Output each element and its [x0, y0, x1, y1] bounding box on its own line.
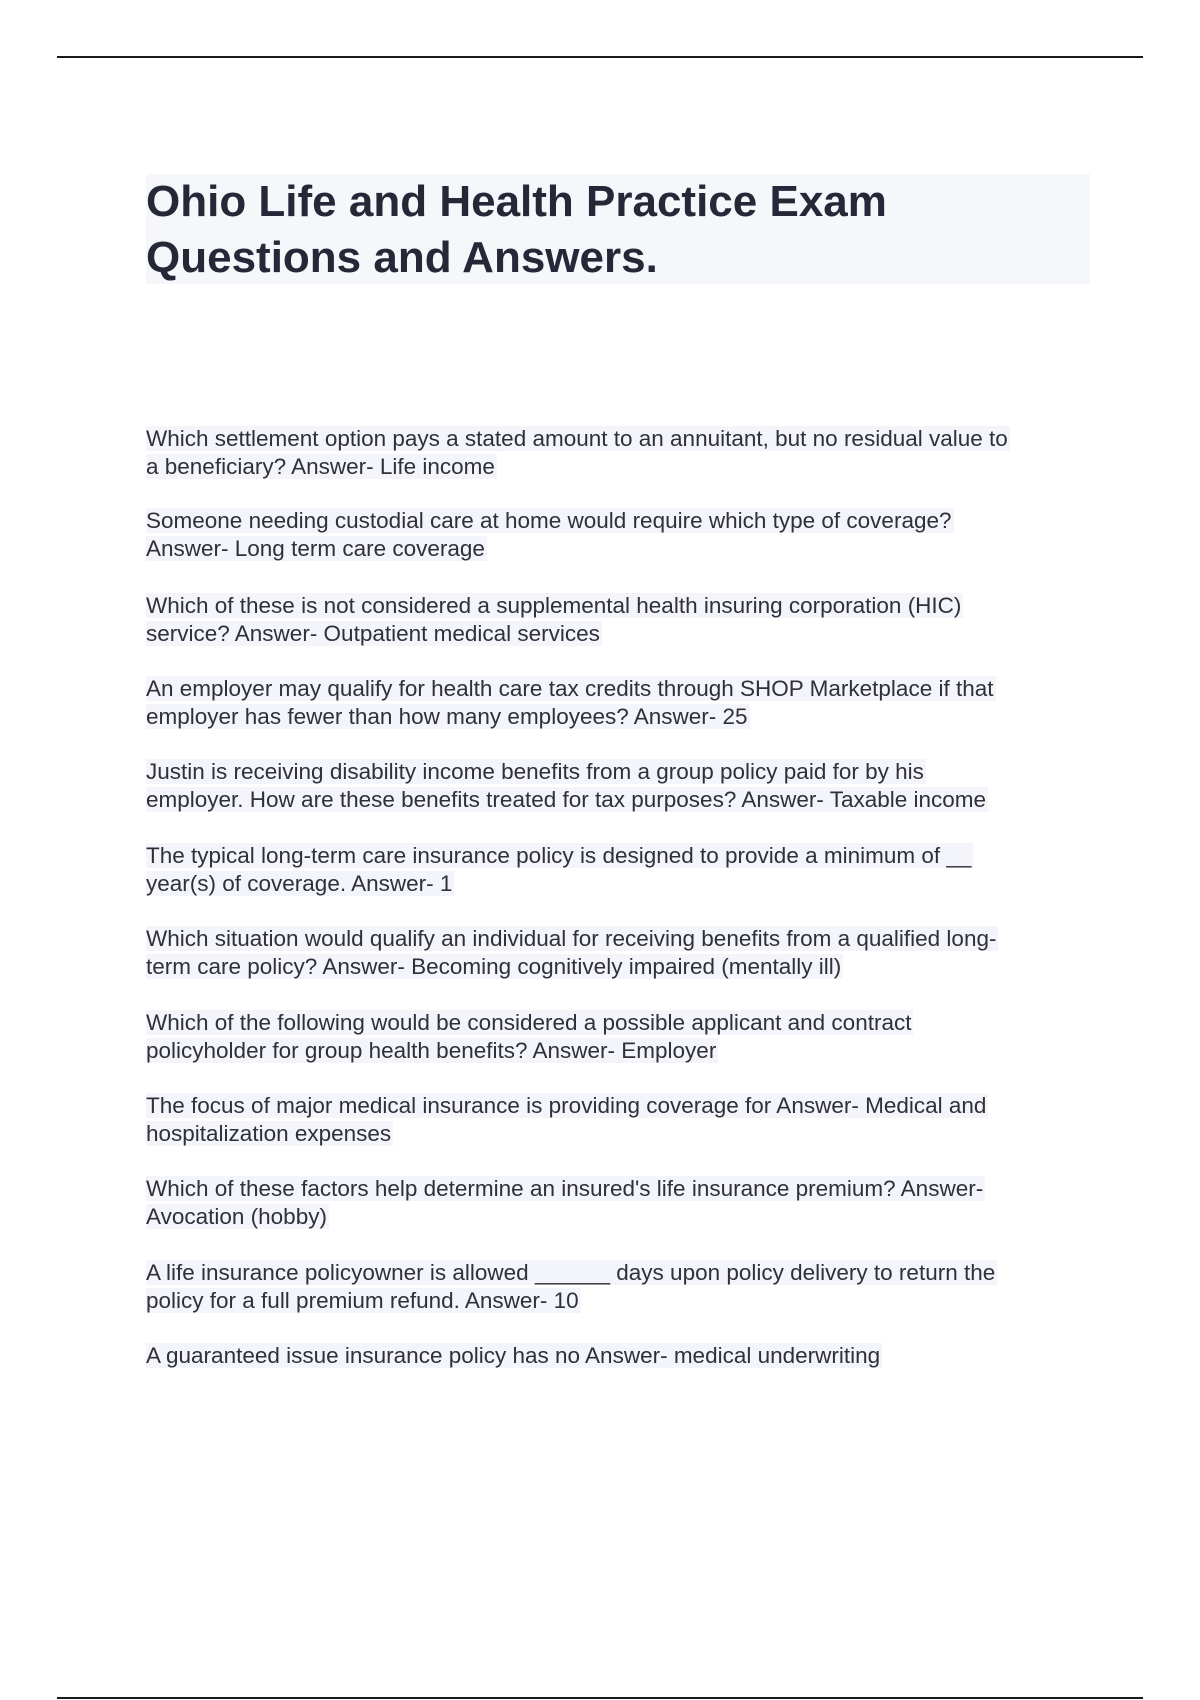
qa-question-line: A life insurance policyowner is allowed ______ days upon policy delivery to return the	[146, 1260, 996, 1285]
page-title-line-1: Ohio Life and Health Practice Exam	[146, 177, 887, 226]
qa-question-line: Which of these factors help determine an insured's life insurance premium? Answer-	[146, 1176, 984, 1201]
qa-question-line: The typical long-term care insurance policy is designed to provide a minimum of __	[146, 843, 972, 868]
qa-question-line: Justin is receiving disability income benefits from a group policy paid for by his	[146, 759, 924, 784]
qa-answer-line: policyholder for group health benefits? Answer- Employer	[146, 1038, 717, 1063]
top-rule	[57, 56, 1143, 58]
qa-answer-line: hospitalization expenses	[146, 1121, 392, 1146]
qa-answer-line: a beneficiary? Answer- Life income	[146, 454, 495, 479]
qa-item	[146, 1342, 882, 1370]
page-title-line-2: Questions and Answers.	[146, 233, 658, 282]
qa-question-line: Which of these is not considered a supplemental health insuring corporation (HIC)	[146, 593, 962, 618]
qa-answer-line: service? Answer- Outpatient medical services	[146, 621, 600, 646]
qa-item	[146, 1175, 985, 1231]
qa-question-line: An employer may qualify for health care tax credits through SHOP Marketplace if that	[146, 676, 994, 701]
qa-question-line: Which of the following would be considered a possible applicant and contract	[146, 1010, 912, 1035]
qa-item	[146, 507, 954, 563]
qa-answer-line: term care policy? Answer- Becoming cognitively impaired (mentally ill)	[146, 954, 842, 979]
qa-item	[146, 675, 996, 731]
qa-answer-line: employer. How are these benefits treated for tax purposes? Answer- Taxable income	[146, 787, 987, 812]
qa-item	[146, 758, 988, 814]
qa-item	[146, 1259, 997, 1315]
qa-item	[146, 592, 963, 648]
qa-item	[146, 1092, 988, 1148]
qa-answer-line: Avocation (hobby)	[146, 1204, 327, 1229]
qa-question-line: Which settlement option pays a stated amount to an annuitant, but no residual value to	[146, 426, 1008, 451]
qa-question-line: A guaranteed issue insurance policy has no Answer- medical underwriting	[146, 1343, 881, 1368]
qa-question-line: Which situation would qualify an individual for receiving benefits from a qualified long-	[146, 926, 997, 951]
qa-item	[146, 842, 973, 898]
qa-item	[146, 1009, 913, 1065]
qa-question-line: Someone needing custodial care at home would require which type of coverage?	[146, 508, 952, 533]
qa-item	[146, 425, 1010, 481]
qa-answer-line: Answer- Long term care coverage	[146, 536, 485, 561]
bottom-rule	[57, 1697, 1143, 1699]
qa-answer-line: employer has fewer than how many employees? Answer- 25	[146, 704, 748, 729]
qa-answer-line: year(s) of coverage. Answer- 1	[146, 871, 453, 896]
qa-answer-line: policy for a full premium refund. Answer- 10	[146, 1288, 579, 1313]
qa-item	[146, 925, 998, 981]
qa-question-line: The focus of major medical insurance is providing coverage for Answer- Medical and	[146, 1093, 987, 1118]
